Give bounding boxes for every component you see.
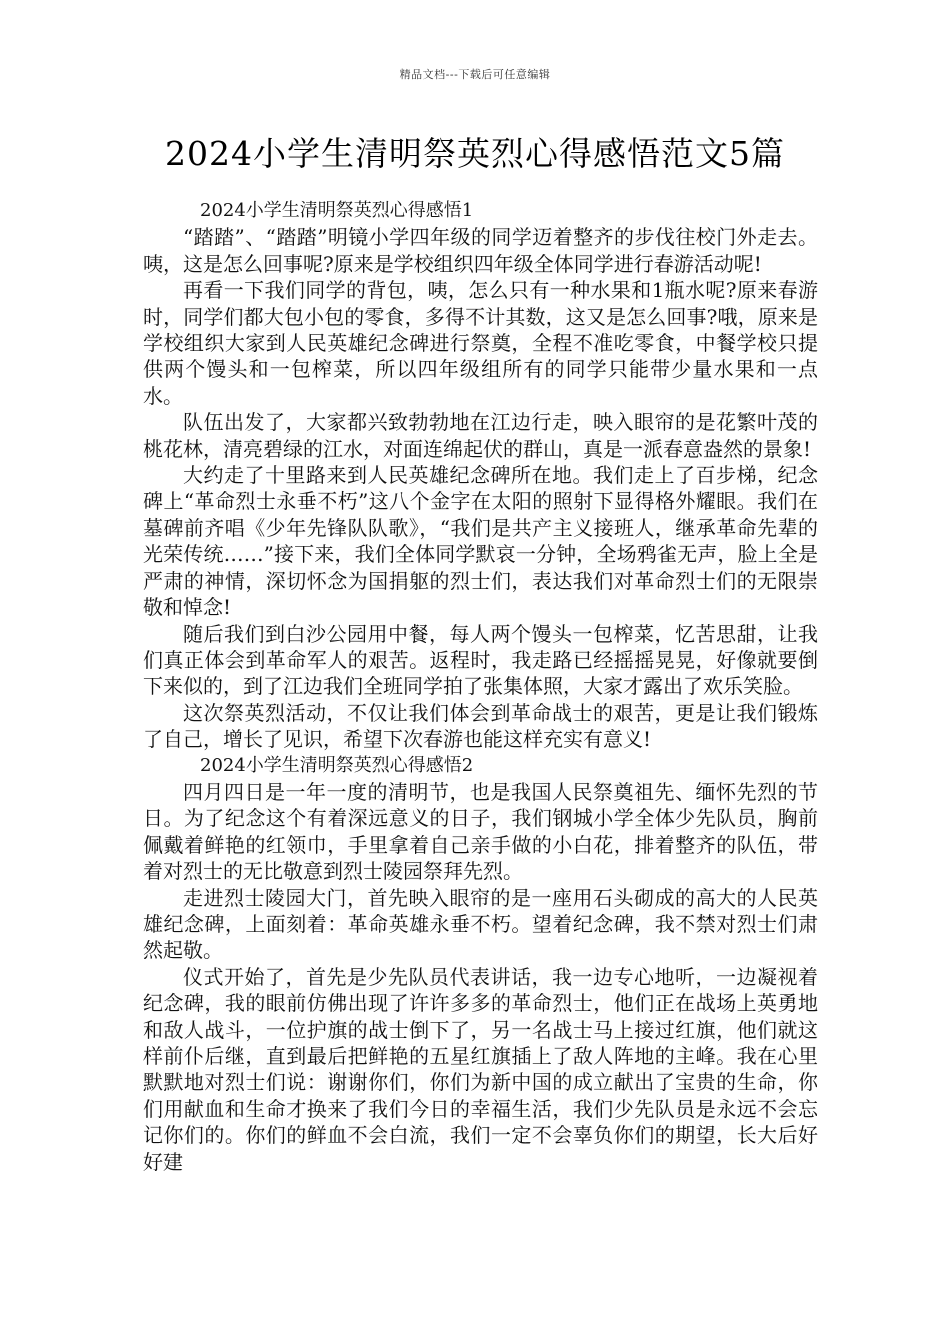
paragraph: 大约走了十里路来到人民英雄纪念碑所在地。我们走上了百步梯，纪念碑上“革命烈士永垂不朽”这八个金字在太阳的照射下显得格外耀眼。我们在墓碑前齐唱《少年先锋队队歌》，“我们是共产主义接班人，继承革命先辈的光荣传统……”接下来，我们全体同学默哀一分钟，全场鸦雀无声，脸上全是严肃的神情，深切怀念为国捐躯的烈士们，表达我们对革命烈士们的无限崇敬和悼念!: [143, 463, 818, 620]
paragraph: 队伍出发了，大家都兴致勃勃地在江边行走，映入眼帘的是花繁叶茂的桃花林，清亮碧绿的江水，对面连绵起伏的群山，真是一派春意盎然的景象!: [143, 410, 818, 461]
document-body: [143, 198, 818, 1175]
paragraph: 这次祭英烈活动，不仅让我们体会到革命战士的艰苦，更是让我们锻炼了自己，增长了见识，希望下次春游也能这样充实有意义!: [143, 700, 818, 752]
document-title: 2024小学生清明祭英烈心得感悟范文5篇: [165, 134, 785, 173]
paragraph: 四月四日是一年一度的清明节，也是我国人民祭奠祖先、缅怀先烈的节日。为了纪念这个有着深远意义的日子，我们钢城小学全体少先队员，胸前佩戴着鲜艳的红领巾，手里拿着自己亲手做的小白花，排着整齐的队伍，带着对烈士的无比敬意到烈士陵园祭拜先烈。: [143, 779, 818, 884]
paragraph: 再看一下我们同学的背包，咦，怎么只有一种水果和1瓶水呢?原来春游时，同学们都大包小包的零食，多得不计其数，这又是怎么回事?哦，原来是学校组织大家到人民英雄纪念碑进行祭奠，全程不准吃零食，中餐学校只提供两个馒头和一包榨菜，所以四年级组所有的同学只能带少量水果和一点水。: [143, 278, 818, 408]
section-heading-1: 2024小学生清明祭英烈心得感悟1: [200, 200, 474, 221]
header-note: 精品文档---下载后可任意编辑: [399, 68, 551, 81]
paragraph: 仪式开始了，首先是少先队员代表讲话，我一边专心地听，一边凝视着纪念碑，我的眼前仿佛出现了许许多多的革命烈士，他们正在战场上英勇地和敌人战斗，一位护旗的战士倒下了，另一名战士马上接过红旗，他们就这样前仆后继，直到最后把鲜艳的五星红旗插上了敌人阵地的主峰。我在心里默默地对烈士们说：谢谢你们，你们为新中国的成立献出了宝贵的生命，你们用献血和生命才换来了我们今日的幸福生活，我们少先队员是永远不会忘记你们的。你们的鲜血不会白流，我们一定不会辜负你们的期望，长大后好好建: [143, 964, 818, 1174]
paragraph: 走进烈士陵园大门，首先映入眼帘的是一座用石头砌成的高大的人民英雄纪念碑，上面刻着：革命英雄永垂不朽。望着纪念碑，我不禁对烈士们肃然起敬。: [143, 885, 818, 963]
paragraph: “踏踏”、“踏踏”明镜小学四年级的同学迈着整齐的步伐往校门外走去。咦，这是怎么回事呢?原来是学校组织四年级全体同学进行春游活动呢!: [143, 225, 818, 276]
paragraph: 随后我们到白沙公园用中餐，每人两个馒头一包榨菜，忆苦思甜，让我们真正体会到革命军人的艰苦。返程时，我走路已经摇摇晃晃，好像就要倒下来似的，到了江边我们全班同学拍了张集体照，大家才露出了欢乐笑脸。: [143, 621, 818, 699]
section-heading-2: 2024小学生清明祭英烈心得感悟2: [200, 754, 474, 776]
